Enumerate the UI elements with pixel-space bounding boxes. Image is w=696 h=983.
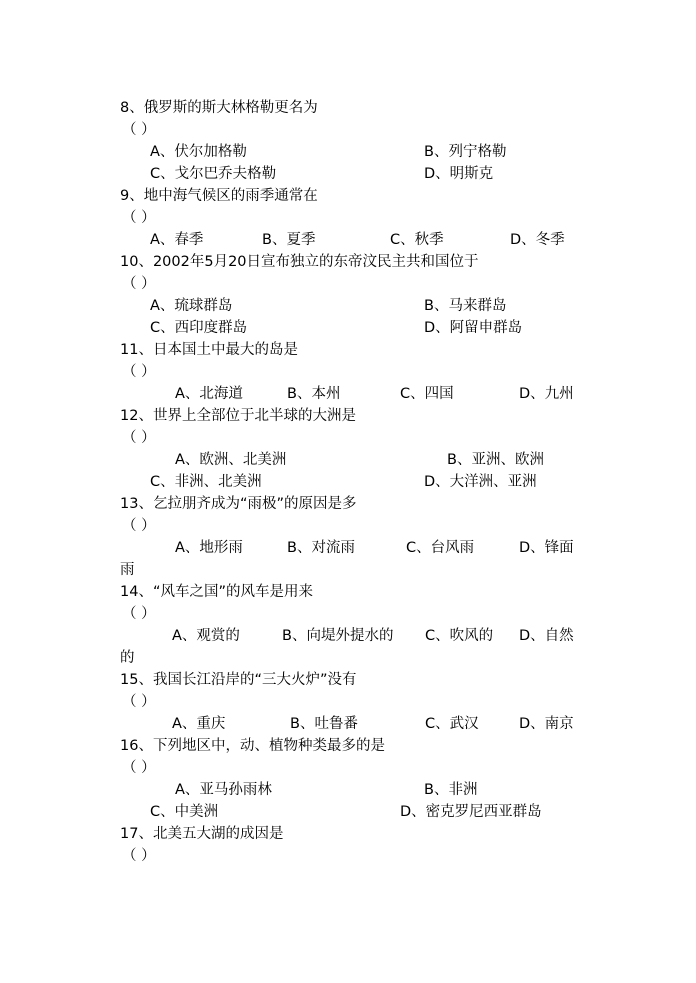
question-8-answer-paren: （ ） <box>122 122 156 138</box>
question-15-option-d: D、南京 <box>519 716 574 732</box>
question-9-option-c: C、秋季 <box>390 232 444 248</box>
question-11-stem: 11、日本国土中最大的岛是 <box>120 342 298 358</box>
question-16-answer-paren: （ ） <box>122 760 156 776</box>
question-15-stem: 15、我国长江沿岸的“三大火炉”没有 <box>120 672 357 688</box>
question-12-answer-paren: （ ） <box>122 430 156 446</box>
question-14-option-b: B、向堤外提水的 <box>282 628 394 644</box>
question-17-stem: 17、北美五大湖的成因是 <box>120 826 284 842</box>
question-14-option-a: A、观赏的 <box>172 628 240 644</box>
question-16-option-b: B、非洲 <box>424 782 478 798</box>
question-15-answer-paren: （ ） <box>122 694 156 710</box>
question-9-stem: 9、地中海气候区的雨季通常在 <box>120 188 318 204</box>
question-13-option-d: D、锋面 <box>519 540 574 556</box>
question-9-option-b: B、夏季 <box>262 232 316 248</box>
question-14-option-c: C、吹风的 <box>425 628 494 644</box>
question-10-option-b: B、马来群岛 <box>424 298 507 314</box>
question-8-option-b: B、列宁格勒 <box>424 144 507 160</box>
question-12-stem: 12、世界上全部位于北半球的大洲是 <box>120 408 356 424</box>
question-12-option-a: A、欧洲、北美洲 <box>175 452 287 468</box>
question-13-option-d-continuation: 雨 <box>120 562 135 578</box>
question-15-option-b: B、吐鲁番 <box>290 716 358 732</box>
question-10-stem: 10、2002年5月20日宣布独立的东帝汶民主共和国位于 <box>120 254 479 270</box>
question-13-option-a: A、地形雨 <box>175 540 243 556</box>
question-10-option-d: D、阿留申群岛 <box>424 320 523 336</box>
question-13-option-b: B、对流雨 <box>287 540 355 556</box>
question-8-option-a: A、伏尔加格勒 <box>150 144 247 160</box>
question-8-option-d: D、明斯克 <box>424 166 494 182</box>
question-14-option-d-continuation: 的 <box>120 650 135 666</box>
question-10-answer-paren: （ ） <box>122 276 156 292</box>
question-14-stem: 14、“风车之国”的风车是用来 <box>120 584 313 600</box>
question-16-option-a: A、亚马孙雨林 <box>175 782 272 798</box>
question-10-option-c: C、西印度群岛 <box>150 320 248 336</box>
question-16-stem: 16、下列地区中，动、植物种类最多的是 <box>120 738 385 754</box>
question-17-answer-paren: （ ） <box>122 848 156 864</box>
question-15-option-a: A、重庆 <box>172 716 226 732</box>
question-8-stem: 8、俄罗斯的斯大林格勒更名为 <box>120 100 318 116</box>
question-13-answer-paren: （ ） <box>122 518 156 534</box>
question-11-option-a: A、北海道 <box>175 386 243 402</box>
question-11-option-c: C、四国 <box>400 386 454 402</box>
question-9-option-d: D、冬季 <box>510 232 565 248</box>
question-8-option-c: C、戈尔巴乔夫格勒 <box>150 166 277 182</box>
question-14-option-d: D、自然 <box>519 628 574 644</box>
question-15-option-c: C、武汉 <box>425 716 479 732</box>
question-16-option-c: C、中美洲 <box>150 804 219 820</box>
question-11-answer-paren: （ ） <box>122 364 156 380</box>
question-9-option-a: A、春季 <box>150 232 204 248</box>
question-11-option-d: D、九州 <box>519 386 574 402</box>
question-13-option-c: C、台风雨 <box>406 540 475 556</box>
question-9-answer-paren: （ ） <box>122 210 156 226</box>
question-13-stem: 13、乞拉朋齐成为“雨极”的原因是多 <box>120 496 357 512</box>
question-12-option-d: D、大洋洲、亚洲 <box>424 474 537 490</box>
question-16-option-d: D、密克罗尼西亚群岛 <box>400 804 542 820</box>
question-10-option-a: A、琉球群岛 <box>150 298 233 314</box>
question-12-option-c: C、非洲、北美洲 <box>150 474 262 490</box>
question-14-answer-paren: （ ） <box>122 606 156 622</box>
question-11-option-b: B、本州 <box>287 386 341 402</box>
question-12-option-b: B、亚洲、欧洲 <box>447 452 544 468</box>
